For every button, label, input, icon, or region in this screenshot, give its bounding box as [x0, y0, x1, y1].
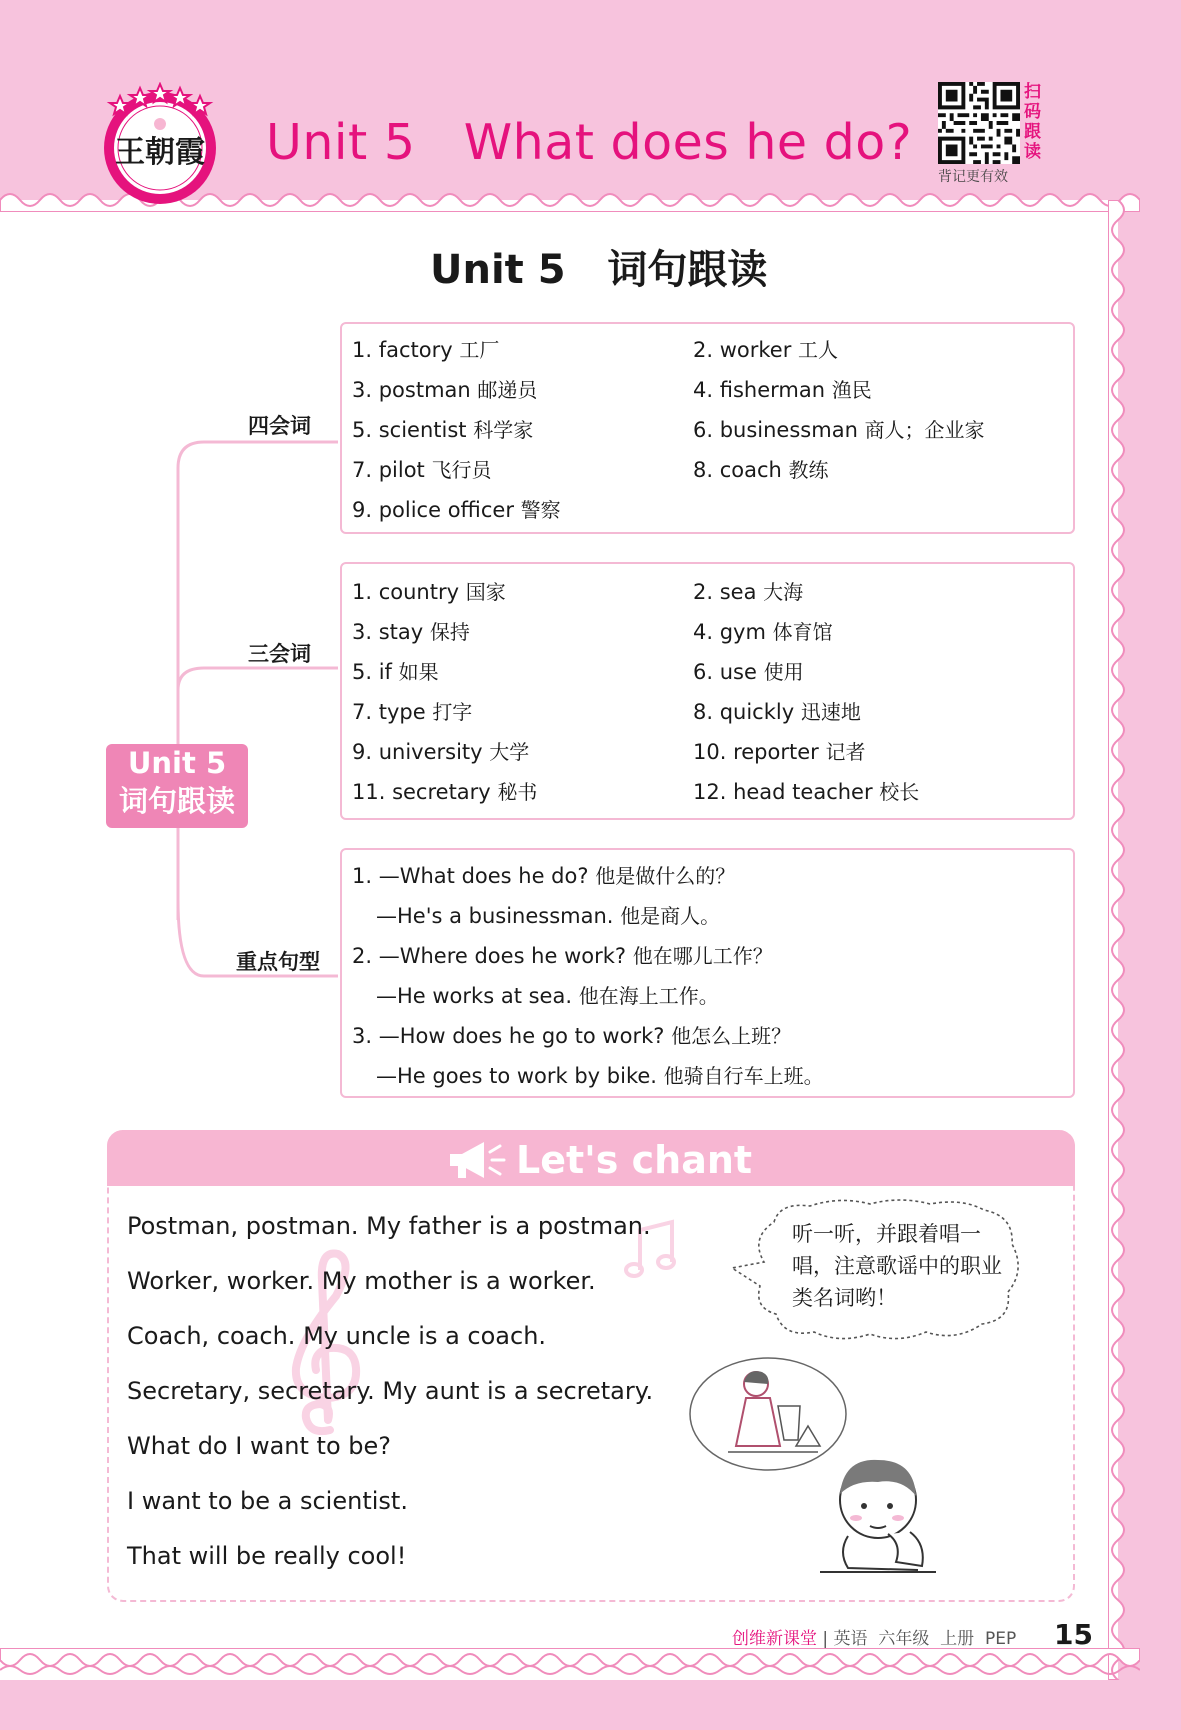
vocab-word: 11. secretary	[352, 780, 491, 804]
vocab-word: 7. pilot	[352, 458, 425, 482]
vocab-meaning: 商人；企业家	[864, 418, 985, 442]
vocab-meaning: 记者	[825, 740, 866, 764]
chant-line: Worker, worker. My mother is a worker.	[127, 1267, 596, 1295]
sentence-item	[352, 1020, 791, 1049]
logo-text: 王朝霞	[115, 135, 205, 170]
chant-line: I want to be a scientist.	[127, 1487, 408, 1515]
page-number: 15	[1054, 1618, 1093, 1651]
vocab-word: 7. type	[352, 700, 426, 724]
vocab-word: 8. quickly	[693, 700, 795, 724]
chant-line: Postman, postman. My father is a postman.	[127, 1212, 651, 1240]
scan-to-read-label	[1024, 82, 1044, 162]
vocab-word: 3. stay	[352, 620, 424, 644]
vocab-word: 10. reporter	[693, 740, 819, 764]
vocab-meaning: 国家	[465, 580, 506, 604]
vocab-meaning: 如果	[398, 660, 439, 684]
vocab-meaning: 科学家	[473, 418, 534, 442]
bottom-wave-border	[0, 1648, 1140, 1678]
vocab-word: 4. gym	[693, 620, 766, 644]
scan-char: 扫	[1024, 82, 1041, 102]
megaphone-icon	[446, 1138, 506, 1182]
vocab-meaning: 邮递员	[477, 378, 538, 402]
vocab-word: 6. use	[693, 660, 757, 684]
chant-line: That will be really cool!	[127, 1542, 407, 1570]
vocab-word: 9. police officer	[352, 498, 514, 522]
vocab-item	[352, 656, 439, 685]
vocab-word: 4. fisherman	[693, 378, 826, 402]
badge-line: Unit 5	[127, 746, 227, 780]
sentence-item	[352, 940, 773, 969]
vocab-item	[352, 374, 537, 403]
vocab-item	[352, 776, 537, 805]
vocab-meaning: 工厂	[459, 338, 500, 362]
vocab-item	[352, 414, 533, 443]
vocab-meaning: 使用	[763, 660, 804, 684]
qr-caption: 背记更有效	[938, 169, 1008, 185]
right-wave-border	[1108, 200, 1134, 1680]
branch-label-key-sentences: 重点句型	[236, 950, 320, 974]
mind-map-connectors	[170, 420, 350, 980]
vocab-item	[693, 576, 803, 605]
sentence-item	[376, 980, 719, 1009]
vocab-word: 8. coach	[693, 458, 782, 482]
scan-char: 码	[1024, 102, 1041, 122]
vocab-meaning: 飞行员	[431, 458, 492, 482]
vocab-meaning: 秘书	[497, 780, 538, 804]
vocab-meaning: 警察	[520, 498, 561, 522]
badge-line: 词句跟读	[118, 784, 235, 818]
footer	[732, 1624, 1016, 1649]
vocab-meaning: 迅速地	[800, 700, 861, 724]
chant-line: Secretary, secretary. My aunt is a secretary.	[127, 1377, 654, 1405]
vocab-item	[693, 696, 861, 725]
vocab-meaning: 打字	[432, 700, 473, 724]
footer-grade: 六年级	[878, 1629, 930, 1649]
footer-brand: 创维新课堂	[732, 1629, 817, 1649]
vocab-word: 1. country	[352, 580, 460, 604]
sentence-meaning: 他怎么上班？	[671, 1024, 792, 1048]
branch-label-three-skill-words: 三会词	[248, 642, 311, 666]
vocab-meaning: 渔民	[831, 378, 872, 402]
footer-divider: |	[822, 1629, 829, 1649]
sentence-text: 3. —How does he go to work?	[352, 1024, 665, 1048]
qr-code-icon[interactable]	[938, 82, 1020, 164]
section-title: Unit 5 词句跟读	[430, 247, 768, 293]
footer-volume: 上册	[940, 1629, 975, 1649]
vocab-item	[693, 776, 919, 805]
vocab-word: 5. scientist	[352, 418, 467, 442]
vocab-meaning: 教练	[788, 458, 829, 482]
chant-title: Let's chant	[516, 1138, 753, 1182]
footer-subject: 英语	[833, 1629, 868, 1649]
vocab-meaning: 体育馆	[772, 620, 833, 644]
sentence-text: —He goes to work by bike.	[376, 1064, 657, 1088]
sentence-text: 2. —Where does he work?	[352, 944, 627, 968]
publisher-logo	[98, 82, 222, 206]
thinking-boy-illustration	[818, 1448, 938, 1582]
sentence-meaning: 他是商人。	[620, 904, 721, 928]
unit-title: Unit 5 What does he do?	[266, 114, 913, 171]
branch-label-four-skill-words: 四会词	[248, 414, 311, 438]
vocab-meaning: 大海	[763, 580, 804, 604]
vocab-item	[693, 454, 829, 483]
vocab-item	[352, 736, 529, 765]
bubble-text: 听一听，并跟着唱一唱，注意歌谣中的职业类名词哟！	[792, 1222, 1002, 1310]
sentence-item	[376, 1060, 824, 1089]
sentence-meaning: 他骑自行车上班。	[663, 1064, 824, 1088]
vocab-meaning: 校长	[879, 780, 920, 804]
scan-char: 跟	[1024, 122, 1041, 142]
vocab-item	[693, 616, 833, 645]
vocab-meaning: 保持	[429, 620, 470, 644]
vocab-word: 12. head teacher	[693, 780, 873, 804]
vocab-item	[352, 454, 491, 483]
vocab-word: 3. postman	[352, 378, 471, 402]
chant-line: Coach, coach. My uncle is a coach.	[127, 1322, 547, 1350]
vocab-item	[693, 334, 838, 363]
vocab-item	[352, 696, 472, 725]
footer-edition: PEP	[984, 1629, 1017, 1649]
vocab-item	[352, 334, 499, 363]
sentence-meaning: 他在海上工作。	[578, 984, 719, 1008]
vocab-word: 2. sea	[693, 580, 757, 604]
vocab-item	[693, 374, 872, 403]
vocab-item	[693, 656, 804, 685]
vocab-item	[352, 576, 506, 605]
chant-line: What do I want to be?	[127, 1432, 391, 1460]
vocab-word: 2. worker	[693, 338, 792, 362]
sentence-item	[376, 900, 720, 929]
sentence-meaning: 他在哪儿工作？	[632, 944, 773, 968]
sentence-text: —He works at sea.	[376, 984, 573, 1008]
vocab-meaning: 大学	[489, 740, 530, 764]
vocab-item	[693, 414, 985, 443]
unit-badge	[106, 744, 248, 828]
vocab-item	[352, 616, 470, 645]
vocab-word: 6. businessman	[693, 418, 858, 442]
sentence-item	[352, 860, 735, 889]
vocab-item	[693, 736, 865, 765]
sentence-text: —He's a businessman.	[376, 904, 614, 928]
vocab-word: 1. factory	[352, 338, 453, 362]
vocab-item	[352, 494, 561, 523]
vocab-word: 5. if	[352, 660, 392, 684]
vocab-meaning: 工人	[798, 338, 839, 362]
sentence-text: 1. —What does he do?	[352, 864, 589, 888]
scan-char: 读	[1024, 142, 1041, 162]
vocab-word: 9. university	[352, 740, 483, 764]
sentence-meaning: 他是做什么的？	[595, 864, 736, 888]
